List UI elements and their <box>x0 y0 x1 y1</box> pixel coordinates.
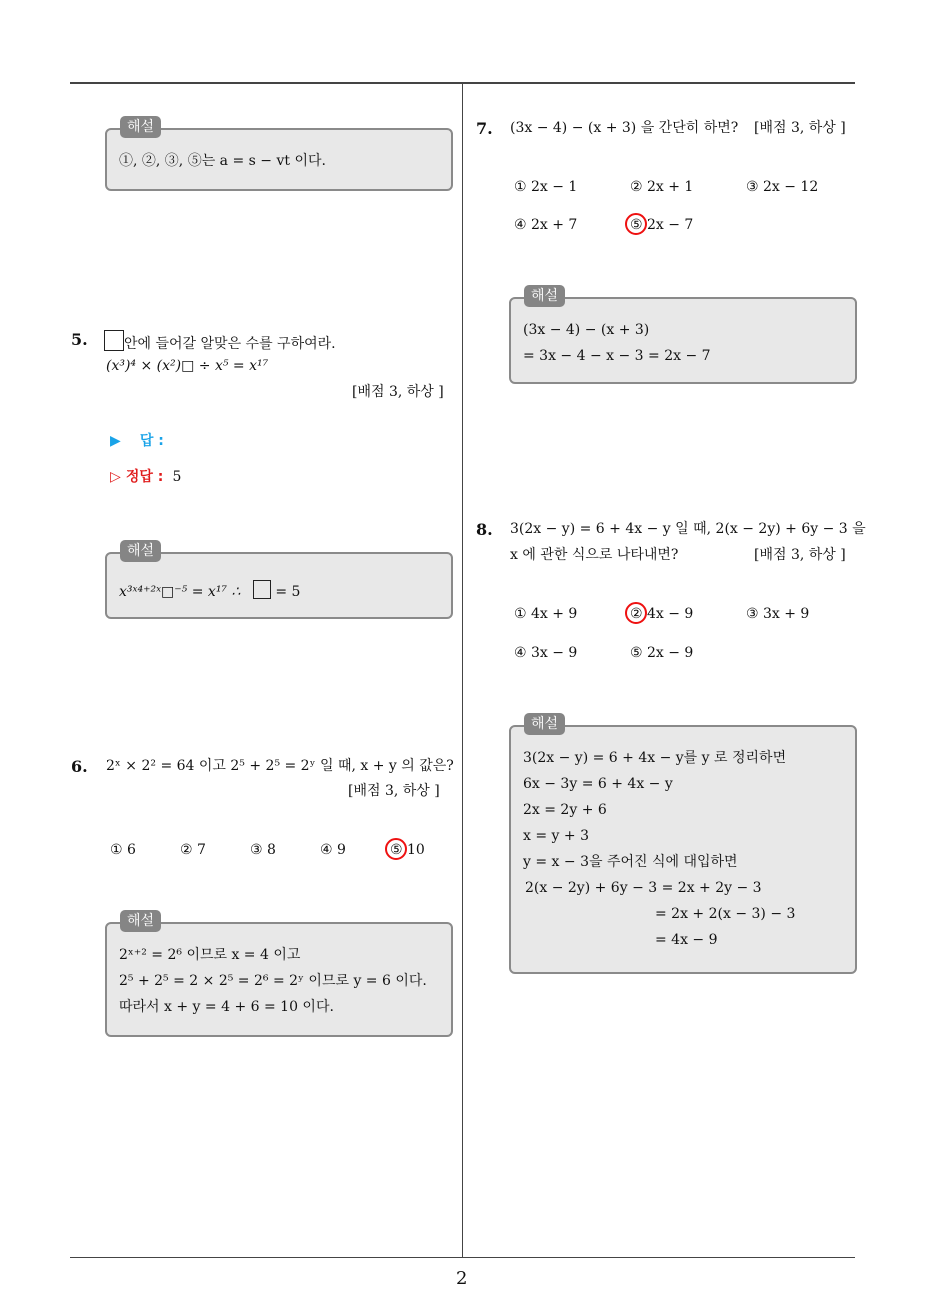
answer-label: 답 : <box>139 433 164 449</box>
question-number-7: 7. <box>476 119 493 138</box>
question-6-score: [배점 3, 하상 ] <box>348 783 440 799</box>
explanation-box-q8 <box>509 716 857 974</box>
question-8-text-line2: x 에 관한 식으로 나타내면? <box>510 547 679 563</box>
explanation-line: = 4x − 9 <box>655 932 718 948</box>
explanation-label: 해설 <box>524 713 565 735</box>
choice-7-5[interactable]: ⑤ 2x − 7 <box>630 217 694 233</box>
explanation-label: 해설 <box>524 285 565 307</box>
question-8-score: [배점 3, 하상 ] <box>754 547 846 563</box>
choice-7-2[interactable]: ② 2x + 1 <box>630 179 694 195</box>
question-number-5: 5. <box>71 330 88 349</box>
explanation-expr: x³ˣ⁴⁺²ˣ□⁻⁵ = x¹⁷ ∴ <box>119 584 241 600</box>
choice-6-1[interactable]: ① 6 <box>110 842 136 858</box>
choice-6-5[interactable]: ⑤ 10 <box>390 842 425 858</box>
choice-7-3[interactable]: ③ 2x − 12 <box>746 179 819 195</box>
choice-8-1[interactable]: ① 4x + 9 <box>514 606 578 622</box>
explanation-result: = 5 <box>275 584 301 600</box>
answer-row <box>110 430 164 450</box>
explanation-line: 2(x − 2y) + 6y − 3 = 2x + 2y − 3 <box>525 880 762 896</box>
question-number-6: 6. <box>71 757 88 776</box>
explanation-box-prev <box>105 119 453 191</box>
explanation-line: 2⁵ + 2⁵ = 2 × 2⁵ = 2⁶ = 2ʸ 이므로 y = 6 이다. <box>119 973 427 989</box>
explanation-box-q7 <box>509 288 857 384</box>
choice-8-3[interactable]: ③ 3x + 9 <box>746 606 810 622</box>
choice-6-4[interactable]: ④ 9 <box>320 842 346 858</box>
explanation-line: 3(2x − y) = 6 + 4x − y를 y 로 정리하면 <box>523 750 787 766</box>
explanation-line: x = y + 3 <box>523 828 589 844</box>
question-5-text: 안에 들어갈 알맞은 수를 구하여라. <box>124 336 336 352</box>
explanation-line: 2ˣ⁺² = 2⁶ 이므로 x = 4 이고 <box>119 947 301 963</box>
explanation-line: y = x − 3을 주어진 식에 대입하면 <box>523 854 738 870</box>
answer-mark-circle <box>385 838 407 860</box>
explanation-label: 해설 <box>120 116 161 138</box>
explanation-line: (3x − 4) − (x + 3) <box>523 322 650 338</box>
answer-mark-circle <box>625 602 647 624</box>
choice-7-4[interactable]: ④ 2x + 7 <box>514 217 578 233</box>
key-label: 정답 : <box>125 469 164 485</box>
choice-8-2[interactable]: ② 4x − 9 <box>630 606 694 622</box>
choice-7-1[interactable]: ① 2x − 1 <box>514 179 578 195</box>
answer-mark-circle <box>625 213 647 235</box>
question-5-prompt <box>104 330 336 351</box>
question-5-score: [배점 3, 하상 ] <box>352 384 444 400</box>
bottom-rule <box>70 1257 855 1258</box>
key-row <box>110 466 181 486</box>
explanation-label: 해설 <box>120 910 161 932</box>
question-8-text-line1: 3(2x − y) = 6 + 4x − y 일 때, 2(x − 2y) + 6y − 3 을 <box>510 521 866 537</box>
explanation-line: 따라서 x + y = 4 + 6 = 10 이다. <box>119 999 334 1015</box>
explanation-line: = 3x − 4 − x − 3 = 2x − 7 <box>523 348 711 364</box>
question-number-8: 8. <box>476 520 493 539</box>
answer-arrow-icon: ▶ <box>110 433 121 449</box>
explanation-line: = 2x + 2(x − 3) − 3 <box>655 906 796 922</box>
column-divider <box>462 83 463 1258</box>
blank-box <box>253 580 271 599</box>
key-arrow-icon: ▷ <box>110 469 121 485</box>
question-5-expression: (x³)⁴ × (x²)□ ÷ x⁵ = x¹⁷ <box>106 358 269 374</box>
page-number: 2 <box>456 1268 468 1289</box>
explanation-line: 6x − 3y = 6 + 4x − y <box>523 776 673 792</box>
question-7-text: (3x − 4) − (x + 3) 을 간단히 하면? <box>510 120 739 136</box>
choice-6-2[interactable]: ② 7 <box>180 842 206 858</box>
question-7-score: [배점 3, 하상 ] <box>754 120 846 136</box>
choice-8-5[interactable]: ⑤ 2x − 9 <box>630 645 694 661</box>
explanation-line: ①, ②, ③, ⑤는 a = s − vt 이다. <box>119 153 326 169</box>
question-6-text: 2ˣ × 2² = 64 이고 2⁵ + 2⁵ = 2ʸ 일 때, x + y 의 값은? <box>106 758 454 774</box>
explanation-label: 해설 <box>120 540 161 562</box>
explanation-line <box>119 580 300 599</box>
choice-6-3[interactable]: ③ 8 <box>250 842 276 858</box>
explanation-box-q5 <box>105 543 453 619</box>
choice-8-4[interactable]: ④ 3x − 9 <box>514 645 578 661</box>
key-value: 5 <box>172 469 182 485</box>
explanation-box-q6 <box>105 913 453 1037</box>
blank-box <box>104 330 124 351</box>
explanation-line: 2x = 2y + 6 <box>523 802 607 818</box>
